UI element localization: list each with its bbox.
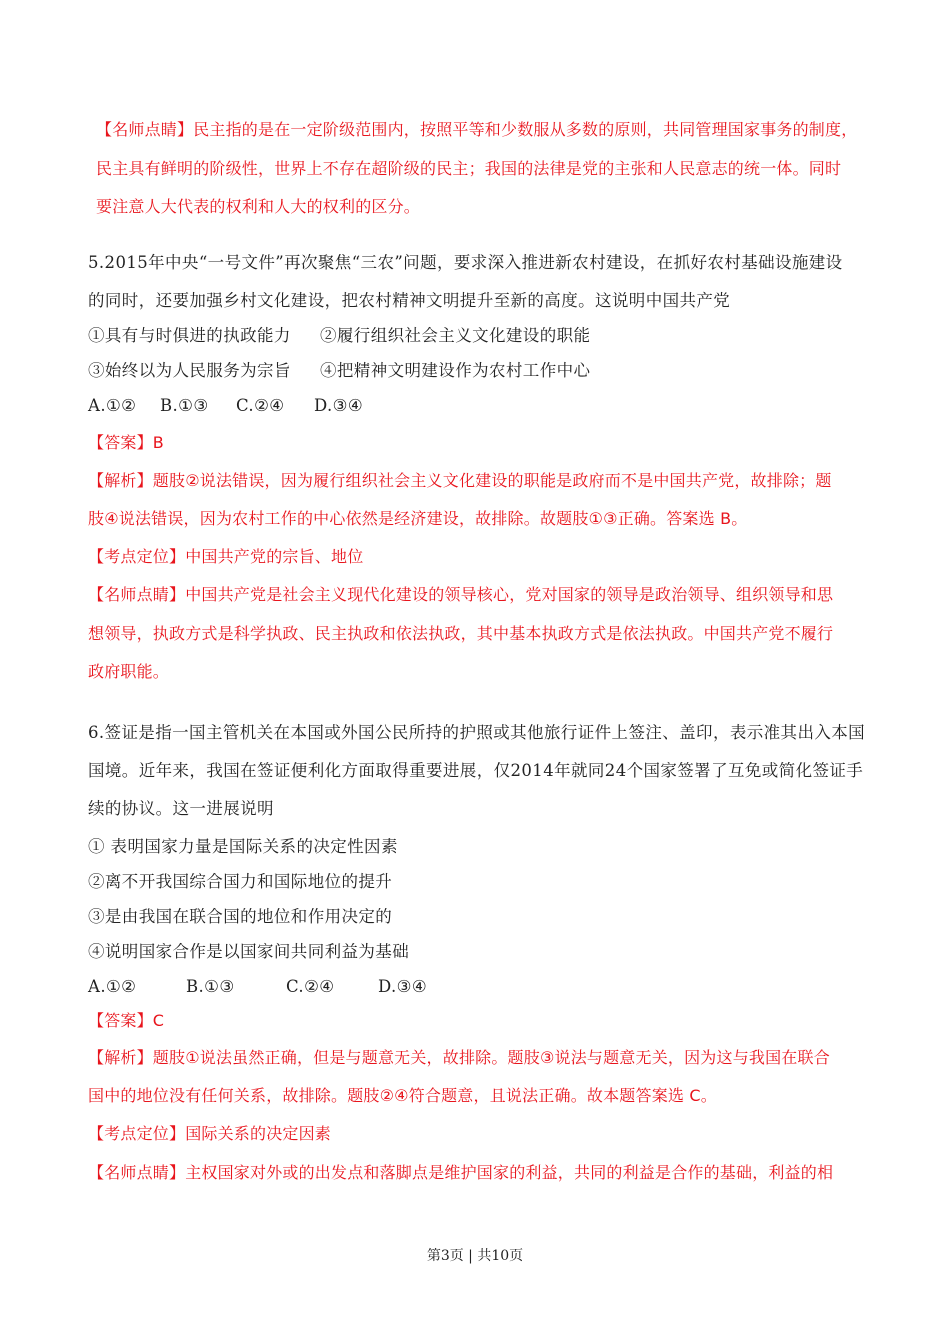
choice-b: B.①③ (186, 977, 235, 996)
choice-b: B.①③ (160, 396, 209, 415)
analysis-line: 肢④说法错误，因为农村工作的中心依然是经济建设，故排除。故题肢①③正确。答案选 B。 (88, 509, 748, 528)
option-2: ②履行组织社会主义文化建设的职能 (320, 326, 591, 345)
tip-line: 【名师点睛】主权国家对外或的出发点和落脚点是维护国家的利益，共同的利益是合作的基础，利益的相 (88, 1163, 834, 1182)
option-3: ③始终以为人民服务为宗旨 (88, 361, 291, 380)
question-stem: 续的协议。这一进展说明 (88, 799, 274, 818)
answer: 【答案】C (88, 1011, 165, 1030)
tip-line: 【名师点睛】中国共产党是社会主义现代化建设的领导核心，党对国家的领导是政治领导、组织领导和思 (88, 585, 834, 604)
option-4: ④说明国家合作是以国家间共同利益为基础 (88, 942, 410, 961)
tip-line: 政府职能。 (88, 662, 170, 681)
analysis-line: 【解析】题肢②说法错误，因为履行组织社会主义文化建设的职能是政府而不是中国共产党，故排除；题 (88, 471, 832, 490)
knowledge-point: 【考点定位】国际关系的决定因素 (88, 1124, 332, 1143)
choice-a: A.①② (88, 396, 137, 415)
tip-line: 要注意人大代表的权利和人大的权利的区分。 (96, 197, 421, 216)
option-2: ②离不开我国综合国力和国际地位的提升 (88, 872, 393, 891)
choice-d: D.③④ (378, 977, 428, 996)
question-stem: 国境。近年来，我国在签证便利化方面取得重要进展，仅2014年就同24个国家签署了互免或简化签证手 (88, 761, 864, 780)
question-stem: 6.签证是指一国主管机关在本国或外国公民所持的护照或其他旅行证件上签注、盖印，表示准其出入本国 (88, 723, 866, 742)
option-3: ③是由我国在联合国的地位和作用决定的 (88, 907, 393, 926)
analysis-line: 国中的地位没有任何关系，故排除。题肢②④符合题意，且说法正确。故本题答案选 C。 (88, 1086, 717, 1105)
question-stem: 的同时，还要加强乡村文化建设，把农村精神文明提升至新的高度。这说明中国共产党 (88, 291, 731, 310)
tip-line: 【名师点睛】民主指的是在一定阶级范围内，按照平等和少数服从多数的原则，共同管理国家事务的制度， (96, 120, 858, 139)
answer: 【答案】B (88, 433, 164, 452)
option-1: ①具有与时俱进的执政能力 (88, 326, 291, 345)
question-stem: 5.2015年中央“一号文件”再次聚焦“三农”问题，要求深入推进新农村建设，在抓好农村基础设施建设 (88, 253, 843, 272)
page-footer: 第3页 | 共10页 (426, 1248, 524, 1264)
choice-c: C.②④ (236, 396, 285, 415)
tip-line: 民主具有鲜明的阶级性，世界上不存在超阶级的民主；我国的法律是党的主张和人民意志的统一体。同时 (96, 159, 842, 178)
tip-line: 想领导，执政方式是科学执政、民主执政和依法执政，其中基本执政方式是依法执政。中国共产党不履行 (88, 624, 834, 643)
option-1: ① 表明国家力量是国际关系的决定性因素 (88, 837, 398, 856)
analysis-line: 【解析】题肢①说法虽然正确，但是与题意无关，故排除。题肢③说法与题意无关，因为这与我国在联合 (88, 1048, 830, 1067)
choice-c: C.②④ (286, 977, 335, 996)
choice-a: A.①② (88, 977, 137, 996)
option-4: ④把精神文明建设作为农村工作中心 (320, 361, 591, 380)
knowledge-point: 【考点定位】中国共产党的宗旨、地位 (88, 547, 364, 566)
choice-d: D.③④ (314, 396, 364, 415)
